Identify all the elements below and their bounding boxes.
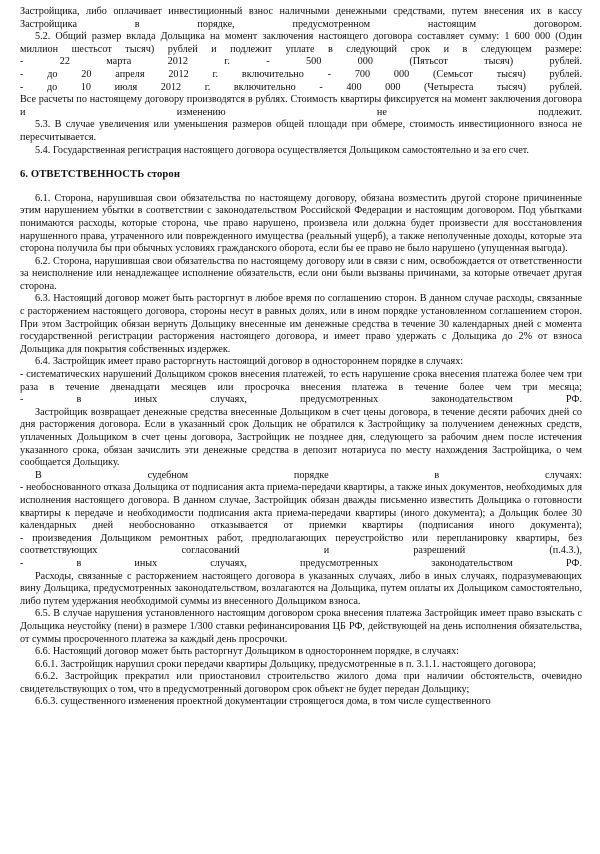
clause-6-4: 6.4. Застройщик имеет право расторгнуть настоящий договор в одностороннем порядке в случаях: <box>35 356 464 368</box>
clause-6-4-expenses: Расходы, связанные с расторжением настоящего договора в указанных случаях, либо в иных случаях, подразумевающих вину Дольщика, предусмотренных законодательством, возлагаются на Дольщика, путем оплаты их Дольщиком самостоятельно, либо путем удержания необходимой суммы из внесенного Дольщиком взноса. <box>20 570 582 607</box>
clause-6-4-item-e: - необоснованного отказа Дольщика от подписания акта приема-передачи квартиры, а также иных документов, необходимых для исполнения настоящего договора. В данном случае, Застройщик обязан дважды письменно известить Дольщика о готовности квартиры к передаче и необходимости подписания акта приема-передачи квартиры (иного документа); а Дольщик более 30 календарных дней необоснованно отказывается от приемки квартиры (подписания иного документа); <box>20 482 582 532</box>
clause-6-2: 6.2. Сторона, нарушившая свои обязательства по настоящему договору или в связи с ним, освобождается от ответственности за неисполнение или ненадлежащее исполнение обязательств, если они были вызваны причинами, за которые отвечает другая сторона. <box>20 255 582 292</box>
section-6-heading: 6. ОТВЕТСТВЕННОСТЬ сторон <box>20 169 181 181</box>
clause-5-1-tail: Застройщика, либо оплачивает инвестиционный взнос наличными денежными средствами, путем внесения их в кассу Застройщика в порядке, предусмотренном настоящим договором. <box>20 6 582 30</box>
clause-6-3: 6.3. Настоящий договор может быть расторгнут в любое время по соглашению сторон. В данном случае расходы, связанные с расторжением настоящего договора, стороны несут в равных долях, или в ином порядке установленном соглашением сторон. При этом Застройщик обязан вернуть Дольщику внесенные им денежные средства в течение 30 календарных дней с момента государственной регистрации расторжения настоящего договора, и имеет право удержать с Дольщика до 2% от взноса Дольщика для покрытия собственных издержек. <box>20 293 582 355</box>
clause-6-4-judicial: В судебном порядке в случаях: <box>35 469 582 481</box>
clause-6-5: 6.5. В случае нарушения установленного настоящим договором срока внесения платежа Застройщик имеет право взыскать с Дольщика неустойку (пени) в размере 1/300 ставки рефинансирования ЦБ РФ, действующей на день исполнения обязательства, от суммы просроченного платежа за каждый день просрочки. <box>20 608 582 645</box>
clause-5-2-tail: Все расчеты по настоящему договору производятся в рублях. Стоимость квартиры фиксируется на момент заключения договора и изменению не подлежит. <box>20 94 582 118</box>
clause-6-4-item-a: - систематических нарушений Дольщиком сроков внесения платежей, то есть нарушение срока внесения платежа более чем три раза в течение двенадцати месяцев или просрочка внесения платежа в течение более чем три месяца; <box>20 369 582 393</box>
clause-5-2: 5.2. Общий размер вклада Дольщика на момент заключения настоящего договора составляет сумму: 1 600 000 (Один миллион шестьсот тысяч) рублей и подлежит уплате в следующий срок и в следующем размере: <box>20 31 582 55</box>
payment-schedule-item-3: - до 10 июля 2012 г. включительно - 400 000 (Четыреста тысяч) рублей. <box>20 81 582 93</box>
clause-6-6-3: 6.6.3. существенного изменения проектной документации строящегося дома, в том числе существенного <box>35 696 491 708</box>
clause-6-6-2: 6.6.2. Застройщик прекратил или приостановил строительство жилого дома при наличии обстоятельств, очевидно свидетельствующих о том, что в предусмотренный договором срок объект не будет передан Дольщику; <box>20 671 582 695</box>
clause-6-4-item-g: - в иных случаях, предусмотренных законодательством РФ. <box>20 557 582 569</box>
payment-schedule-item-2: - до 20 апреля 2012 г. включительно - 700 000 (Семьсот тысяч) рублей. <box>20 68 582 80</box>
payment-schedule-item-1: - 22 марта 2012 г. - 500 000 (Пятьсот тысяч) рублей. <box>20 56 582 68</box>
clause-6-4-item-b: - в иных случаях, предусмотренных законодательством РФ. <box>20 394 582 406</box>
clause-6-6: 6.6. Настоящий договор может быть расторгнут Дольщиком в одностороннем порядке, в случаях: <box>35 646 460 658</box>
clause-6-1: 6.1. Сторона, нарушившая свои обязательства по настоящему договору, обязана возместить другой стороне причиненные этим нарушением убытки в соответствии с законодательством Российской Федерации и настоящим договором. Под убытками понимаются расходы, которые сторона, чье право нарушено, произвела или должна будет произвести для восстановления нарушенного права, утраченного или поврежденного имущества (реальный ущерб), а также неполученные доходы, которые эта сторона получила бы при обычных условиях гражданского оборота, если бы ее право не было нарушено (упущенная выгода). <box>20 192 582 255</box>
clause-6-4-item-f: - произведения Дольщиком ремонтных работ, предполагающих переустройство или перепланировку квартиры, без соответствующих согласований и разрешений (п.4.3.), <box>20 532 582 557</box>
clause-5-3: 5.3. В случае увеличения или уменьшения размеров общей площади при обмере, стоимость инвестиционного взноса не пересчитывается. <box>20 119 582 143</box>
clause-5-4: 5.4. Государственная регистрация настоящего договора осуществляется Дольщиком самостоятельно и за его счет. <box>35 144 529 156</box>
clause-6-4-refund: Застройщик возвращает денежные средства внесенные Дольщиком в счет цены договора, в течение десяти рабочих дней со дня расторжения договора. Если в указанный срок Дольщик не обратился к Застройщику за получением денежных средств, уплаченных Дольщиком в счет цены договора, Застройщик не позднее дня, следующего за рабочим днем после истечения указанного срока, обязан зачислить эти денежные средства в депозит нотариуса по месту нахождения Застройщика, о чем сообщается Дольщику. <box>20 406 582 469</box>
clause-6-6-1: 6.6.1. Застройщик нарушил сроки передачи квартиры Дольщику, предусмотренные в п. 3.1.1. настоящего договора; <box>35 658 536 670</box>
